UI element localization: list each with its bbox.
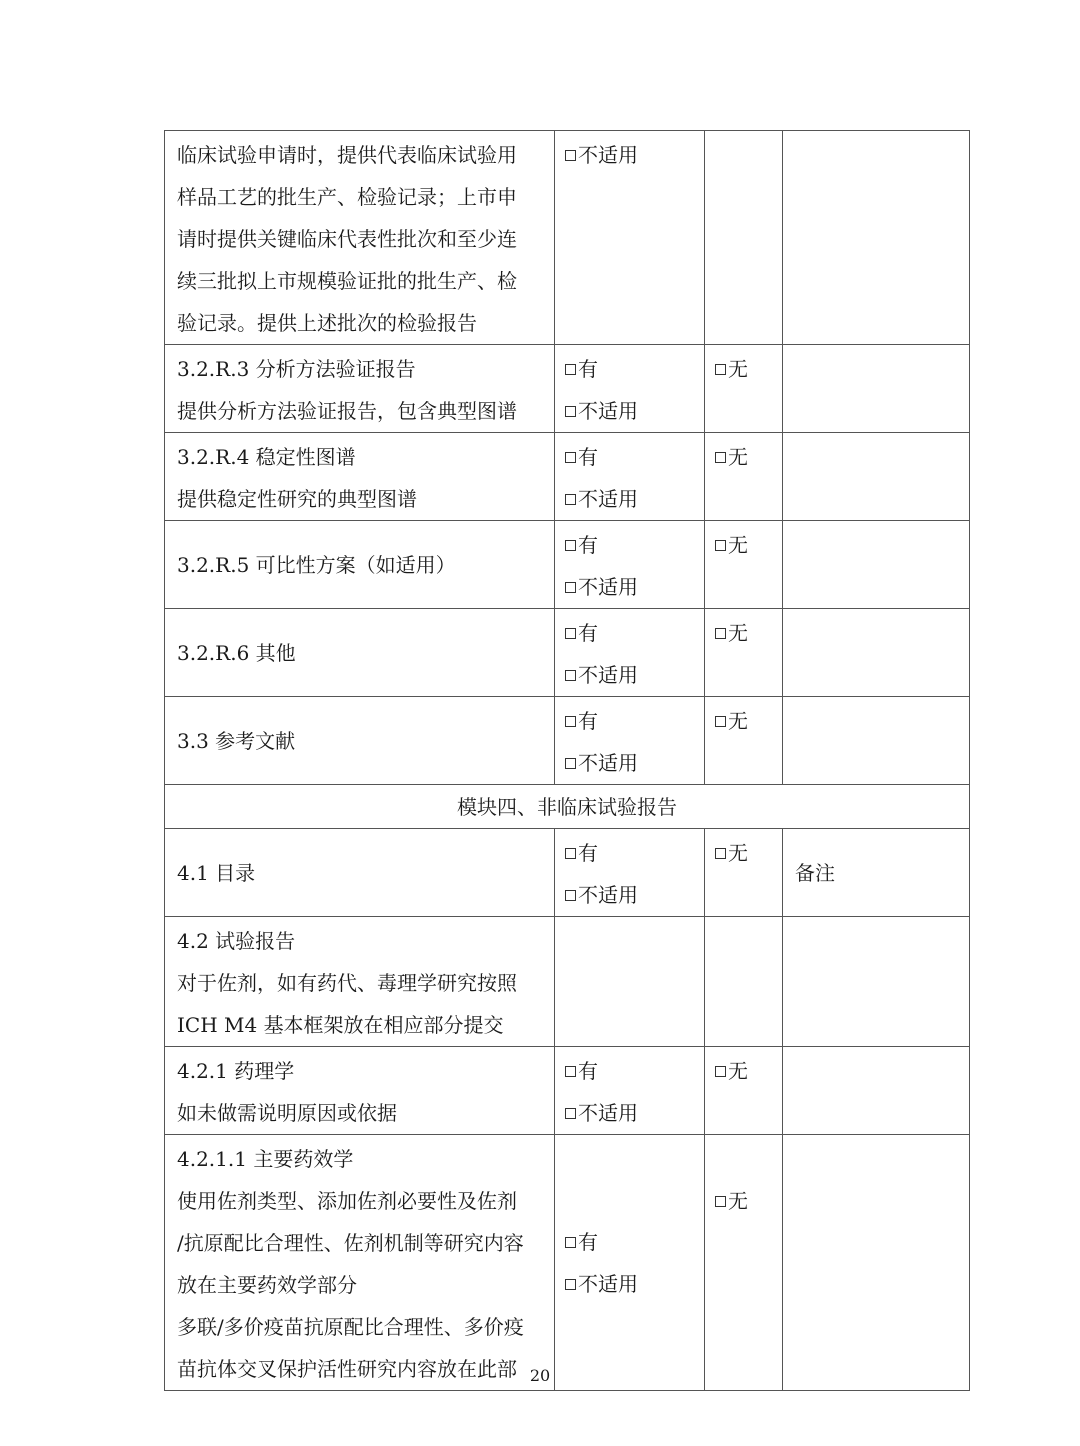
remarks-cell — [783, 1047, 970, 1135]
yes-checkbox[interactable]: 有 — [565, 700, 704, 742]
table-row — [165, 521, 970, 609]
no-checkbox[interactable]: 无 — [715, 1180, 782, 1222]
item-description: 4.2 试验报告 对于佐剂，如有药代、毒理学研究按照 ICH M4 基本框架放在相应部分提交 — [165, 917, 555, 1047]
options-cell — [555, 521, 705, 609]
none-cell — [705, 521, 783, 609]
none-cell — [705, 1135, 783, 1391]
not-applicable-checkbox[interactable]: 不适用 — [565, 134, 704, 176]
not-applicable-checkbox[interactable]: 不适用 — [565, 1263, 704, 1305]
not-applicable-checkbox[interactable]: 不适用 — [565, 390, 704, 432]
item-description: 3.2.R.3 分析方法验证报告 提供分析方法验证报告，包含典型图谱 — [165, 345, 555, 433]
remarks-cell — [783, 345, 970, 433]
yes-checkbox[interactable]: 有 — [565, 832, 704, 874]
remarks-cell — [783, 829, 970, 917]
item-description: 临床试验申请时，提供代表临床试验用 样品工艺的批生产、检验记录；上市申 请时提供关键临床代表性批次和至少连 续三批拟上市规模验证批的批生产、检 验记录。提供上述批次的检验报告 — [165, 131, 555, 345]
table-row — [165, 697, 970, 785]
options-cell — [555, 345, 705, 433]
item-description: 3.2.R.5 可比性方案（如适用） — [165, 521, 555, 609]
options-cell — [555, 697, 705, 785]
none-cell — [705, 345, 783, 433]
no-checkbox[interactable]: 无 — [715, 436, 782, 478]
yes-checkbox[interactable]: 有 — [565, 524, 704, 566]
table-row — [165, 609, 970, 697]
item-description: 3.2.R.6 其他 — [165, 609, 555, 697]
not-applicable-checkbox[interactable]: 不适用 — [565, 1092, 704, 1134]
none-cell — [705, 1047, 783, 1135]
yes-checkbox[interactable]: 有 — [565, 1050, 704, 1092]
options-cell — [555, 433, 705, 521]
item-description: 3.2.R.4 稳定性图谱 提供稳定性研究的典型图谱 — [165, 433, 555, 521]
table-row — [165, 1047, 970, 1135]
no-checkbox[interactable]: 无 — [715, 524, 782, 566]
not-applicable-checkbox[interactable]: 不适用 — [565, 874, 704, 916]
table-row — [165, 345, 970, 433]
none-cell — [705, 131, 783, 345]
table-row — [165, 131, 970, 345]
table-row — [165, 829, 970, 917]
not-applicable-checkbox[interactable]: 不适用 — [565, 654, 704, 696]
options-cell — [555, 1047, 705, 1135]
none-cell — [705, 829, 783, 917]
checklist-table — [164, 130, 970, 1391]
not-applicable-checkbox[interactable]: 不适用 — [565, 566, 704, 608]
table-row — [165, 433, 970, 521]
yes-checkbox[interactable]: 有 — [565, 348, 704, 390]
remarks-cell — [783, 131, 970, 345]
options-cell — [555, 917, 705, 1047]
no-checkbox[interactable]: 无 — [715, 348, 782, 390]
remarks-cell — [783, 433, 970, 521]
section-title: 模块四、非临床试验报告 — [165, 785, 970, 829]
remarks-cell — [783, 1135, 970, 1391]
none-cell — [705, 433, 783, 521]
no-checkbox[interactable]: 无 — [715, 832, 782, 874]
not-applicable-checkbox[interactable]: 不适用 — [565, 478, 704, 520]
options-cell — [555, 1135, 705, 1391]
table-row — [165, 1135, 970, 1391]
yes-checkbox[interactable]: 有 — [565, 436, 704, 478]
yes-checkbox[interactable]: 有 — [565, 1221, 704, 1263]
no-checkbox[interactable]: 无 — [715, 700, 782, 742]
options-cell — [555, 829, 705, 917]
none-cell — [705, 697, 783, 785]
item-description: 4.2.1 药理学 如未做需说明原因或依据 — [165, 1047, 555, 1135]
table-row — [165, 917, 970, 1047]
options-cell — [555, 609, 705, 697]
no-checkbox[interactable]: 无 — [715, 1050, 782, 1092]
item-description: 4.1 目录 — [165, 829, 555, 917]
remarks-cell — [783, 609, 970, 697]
not-applicable-checkbox[interactable]: 不适用 — [565, 742, 704, 784]
no-checkbox[interactable]: 无 — [715, 612, 782, 654]
remarks-cell — [783, 521, 970, 609]
page-number: 20 — [529, 1366, 551, 1385]
remarks-cell — [783, 917, 970, 1047]
remark-text: 备注 — [795, 860, 835, 885]
item-description: 3.3 参考文献 — [165, 697, 555, 785]
item-description: 4.2.1.1 主要药效学 使用佐剂类型、添加佐剂必要性及佐剂 /抗原配比合理性、佐剂机制等研究内容 放在主要药效学部分 多联/多价疫苗抗原配比合理性、多价疫 苗抗体交叉保护活性研究内容放在此部 — [165, 1135, 555, 1391]
remarks-cell — [783, 697, 970, 785]
options-cell — [555, 131, 705, 345]
none-cell — [705, 609, 783, 697]
none-cell — [705, 917, 783, 1047]
yes-checkbox[interactable]: 有 — [565, 612, 704, 654]
section-row — [165, 785, 970, 829]
